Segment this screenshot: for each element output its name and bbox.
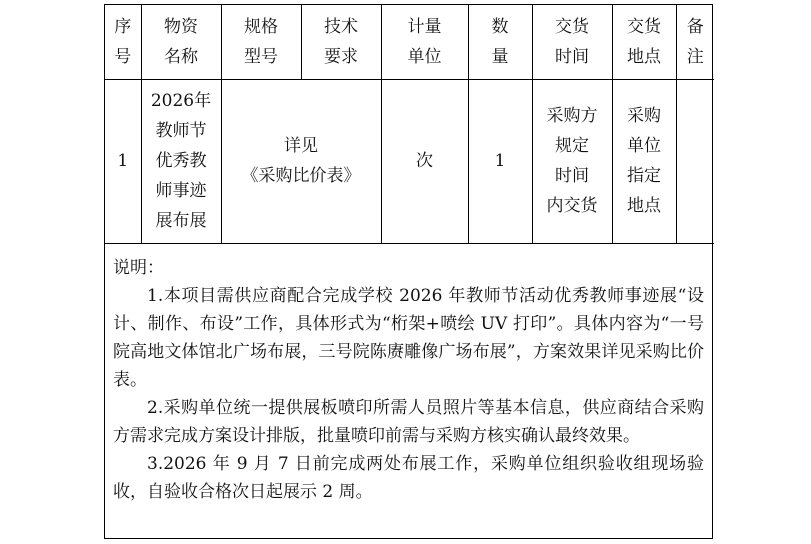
cell-spec-tech-value: 详见 《采购比价表》	[241, 136, 361, 186]
cell-unit	[381, 79, 468, 243]
cell-no	[105, 79, 141, 243]
header-tech-req-label: 技术 要求	[324, 16, 358, 67]
header-delivery-time	[532, 5, 612, 79]
header-spec	[221, 5, 301, 79]
cell-delivery-place	[612, 79, 676, 243]
header-delivery-place-label: 交货 地点	[627, 16, 661, 67]
header-remark-label: 备 注	[686, 16, 704, 67]
header-item-name-label: 物资 名称	[164, 16, 198, 67]
cell-delivery-place-value: 采购 单位 指定 地点	[627, 106, 661, 216]
header-delivery-place	[612, 5, 676, 79]
cell-item-name	[141, 79, 221, 243]
note-item: 2.采购单位统一提供展板喷印所需人员照片等基本信息，供应商结合采购方需求完成方案设计排版，批量喷印前需与采购方核实确认最终效果。	[113, 397, 704, 446]
header-tech-req	[301, 5, 381, 79]
header-quantity-label: 数 量	[491, 16, 509, 67]
cell-unit-value: 次	[416, 151, 433, 171]
header-spec-label: 规格 型号	[244, 16, 278, 67]
header-no	[105, 5, 141, 79]
cell-delivery-time-value: 采购方 规定 时间 内交货	[546, 106, 598, 216]
procurement-document	[104, 4, 713, 539]
note-item: 1.本项目需供应商配合完成学校 2026 年教师节活动优秀教师事迹展“设计、制作、布设”工作，具体形式为“桁架+喷绘 UV 打印”。具体内容为“一号院高地文体馆北广场布展，三号院陈赓雕像广场布展”，方案效果详见采购比价表。	[113, 285, 704, 390]
notes-section	[105, 244, 712, 506]
procurement-table	[105, 5, 714, 244]
cell-remark	[676, 79, 714, 243]
header-quantity	[468, 5, 532, 79]
note-item: 3.2026 年 9 月 7 日前完成两处布展工作，采购单位组织验收组现场验收，自验收合格次日起展示 2 周。	[113, 453, 704, 502]
cell-no-value: 1	[117, 151, 129, 171]
header-unit	[381, 5, 468, 79]
header-unit-label: 计量 单位	[407, 16, 442, 67]
header-no-label: 序 号	[114, 16, 132, 67]
cell-spec-tech	[221, 79, 381, 243]
header-row	[105, 5, 714, 79]
cell-item-name-value: 2026年 教师节 优秀教 师事迹 展布展	[150, 91, 212, 231]
notes-title: 说明：	[113, 257, 164, 278]
header-delivery-time-label: 交货 时间	[555, 16, 589, 67]
header-item-name	[141, 5, 221, 79]
cell-quantity	[468, 79, 532, 243]
header-remark	[676, 5, 714, 79]
cell-delivery-time	[532, 79, 612, 243]
table-row	[105, 79, 714, 243]
cell-quantity-value: 1	[494, 151, 506, 171]
